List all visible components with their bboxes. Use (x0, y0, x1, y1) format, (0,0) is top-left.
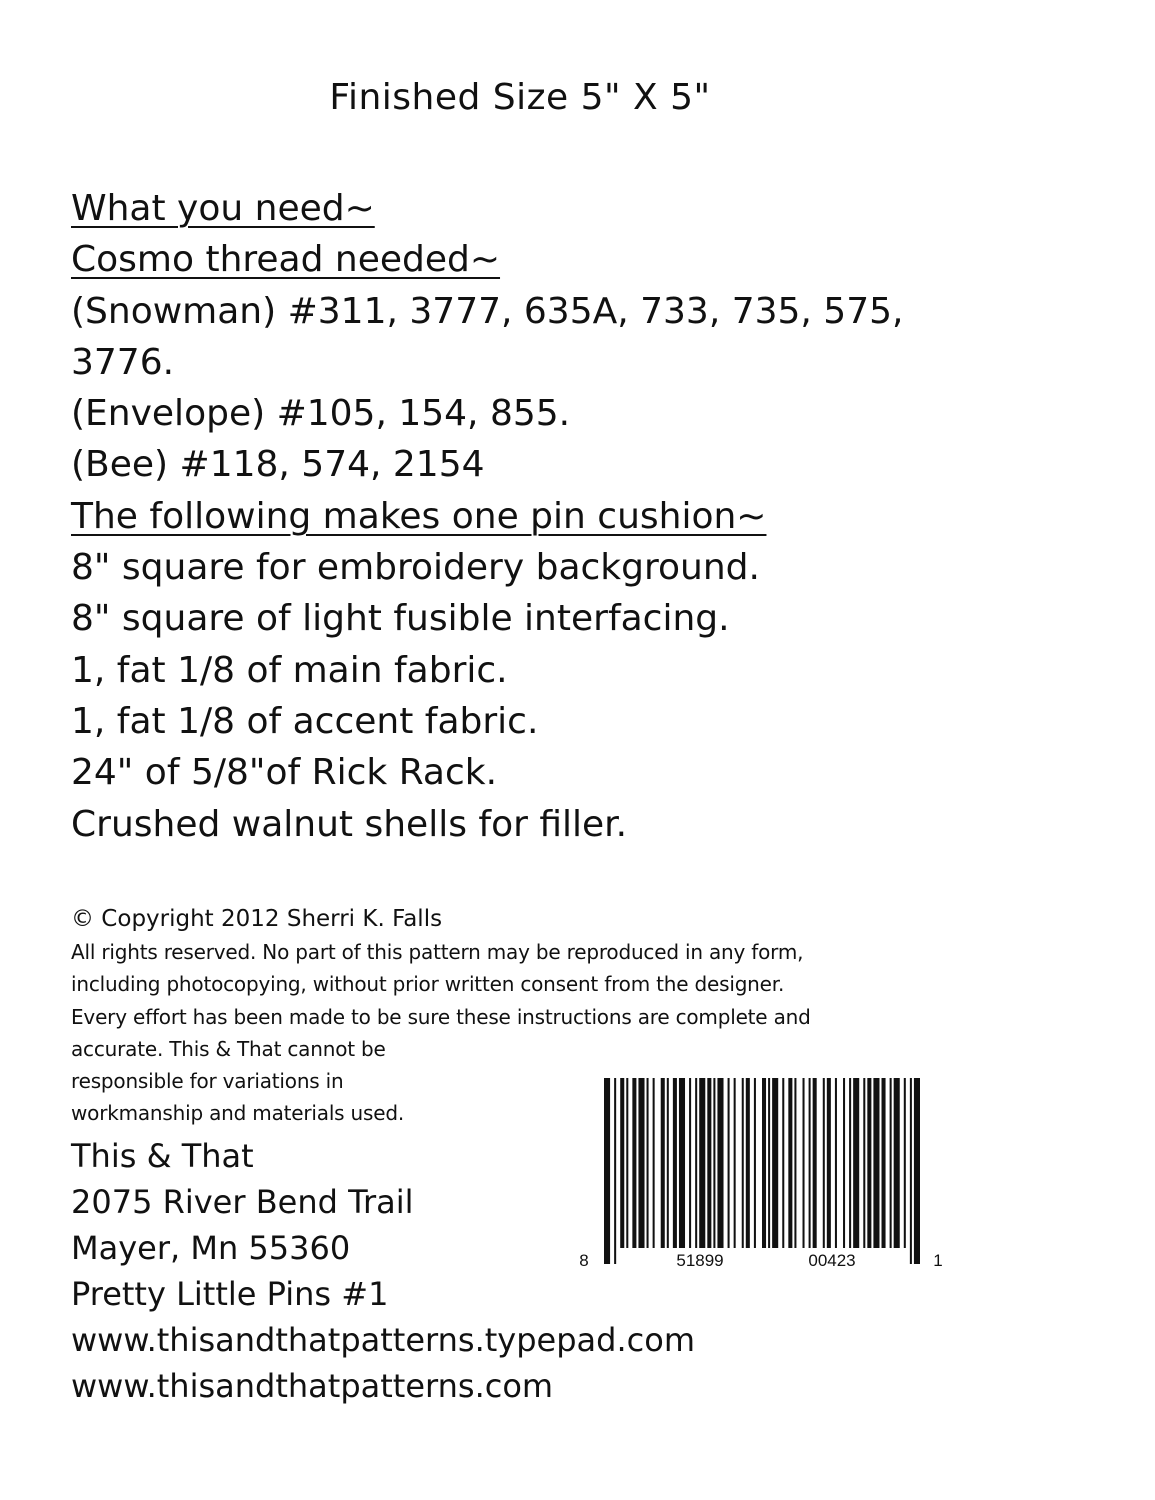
street-address: 2075 River Bend Trail (71, 1183, 414, 1221)
barcode-bar (910, 1078, 912, 1264)
barcode-digit: 8 (579, 1251, 589, 1270)
barcode-bar (813, 1078, 817, 1248)
website-link[interactable]: www.thisandthatpatterns.typepad.com (71, 1321, 695, 1359)
barcode-bar (661, 1078, 665, 1248)
barcode-bar (707, 1078, 711, 1248)
material-line: 1, fat 1/8 of main fabric. (71, 649, 508, 691)
barcode-bar (717, 1078, 723, 1248)
section-heading: Cosmo thread needed~ (71, 239, 501, 281)
barcode-bar (626, 1078, 628, 1248)
barcode-bar (863, 1078, 865, 1248)
barcode-bar (699, 1078, 705, 1248)
barcode-bar (614, 1078, 616, 1264)
barcode-bar (632, 1078, 636, 1248)
barcode-bar (827, 1078, 831, 1248)
barcode-bar (772, 1078, 778, 1248)
barcode-bar (882, 1078, 886, 1248)
section-heading: What you need~ (71, 188, 375, 229)
barcode-bar (843, 1078, 845, 1248)
material-line: (Snowman) #311, 3777, 635A, 733, 735, 575, (71, 290, 904, 332)
barcode-digit: 1 (933, 1251, 943, 1270)
company-name: This & That (71, 1137, 254, 1175)
pattern-name: Pretty Little Pins #1 (71, 1275, 389, 1313)
barcode-bar (853, 1078, 859, 1248)
barcode-bar (734, 1078, 736, 1248)
city-state-zip: Mayer, Mn 55360 (71, 1229, 351, 1267)
barcode-bar (788, 1078, 792, 1248)
barcode-bar (904, 1078, 906, 1248)
barcode-bar (754, 1078, 756, 1248)
barcode-bar (667, 1078, 669, 1248)
barcode-bar (894, 1078, 900, 1248)
materials-list (71, 183, 1131, 850)
barcode-bar (890, 1078, 892, 1248)
barcode-bar (803, 1078, 805, 1248)
copyright-line: responsible for variations in (71, 1069, 344, 1094)
barcode-bar (673, 1078, 677, 1248)
copyright-line: All rights reserved. No part of this pattern may be reproduced in any form, (71, 940, 804, 964)
barcode-bar (794, 1078, 796, 1248)
website-link[interactable]: www.thisandthatpatterns.com (71, 1367, 554, 1405)
barcode-bar (914, 1078, 920, 1264)
material-line: 24" of 5/8"of Rick Rack. (71, 752, 498, 794)
barcode-bar (809, 1078, 811, 1248)
barcode-digit: 51899 (676, 1251, 724, 1270)
material-line: (Bee) #118, 574, 2154 (71, 444, 485, 486)
barcode-bar (782, 1078, 784, 1248)
copyright-heading: © Copyright 2012 Sherri K. Falls (71, 906, 443, 932)
barcode-bar (742, 1078, 744, 1248)
copyright-line: Every effort has been made to be sure these instructions are complete and (71, 1004, 811, 1029)
barcode-bar (873, 1078, 879, 1248)
material-line: 1, fat 1/8 of accent fabric. (71, 700, 539, 742)
finished-size-title: Finished Size 5" X 5" (329, 77, 711, 118)
material-line: 3776. (71, 341, 175, 383)
material-line: 8" square of light fusible interfacing. (71, 598, 730, 640)
barcode-bar (849, 1078, 851, 1248)
section-heading: The following makes one pin cushion~ (71, 495, 767, 537)
copyright-line: workmanship and materials used. (71, 1101, 405, 1126)
barcode-bar (679, 1078, 685, 1248)
barcode-bars (604, 1078, 920, 1264)
material-line: (Envelope) #105, 154, 855. (71, 393, 571, 435)
barcode-bar (746, 1078, 750, 1248)
barcode-bar (762, 1078, 766, 1248)
barcode-bar (835, 1078, 837, 1248)
barcode-bar (620, 1078, 624, 1248)
material-line: 8" square for embroidery background. (71, 547, 760, 589)
barcode-bar (867, 1078, 871, 1248)
upc-barcode (576, 1074, 948, 1274)
barcode-bar (604, 1078, 610, 1264)
barcode-bar (653, 1078, 655, 1248)
barcode-bar (823, 1078, 825, 1248)
barcode-bar (728, 1078, 730, 1248)
barcode-bar (768, 1078, 770, 1248)
barcode-digit: 00423 (808, 1251, 856, 1270)
barcode-bar (689, 1078, 691, 1248)
barcode-bar (713, 1078, 715, 1248)
copyright-line: accurate. This & That cannot be (71, 1036, 386, 1061)
barcode-bar (647, 1078, 649, 1248)
barcode-bar (695, 1078, 697, 1248)
barcode-bar (638, 1078, 644, 1248)
copyright-line: including photocopying, without prior written consent from the designer. (71, 972, 785, 997)
material-line: Crushed walnut shells for filler. (71, 803, 628, 845)
